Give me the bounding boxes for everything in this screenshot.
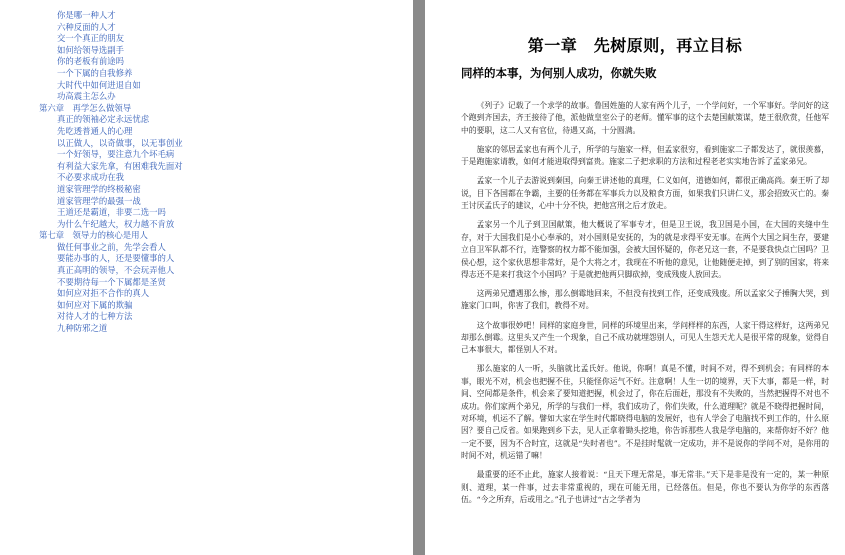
body-paragraph: 这两弟兄遭遇那么惨，那么倒霉地回来，不但没有找到工作，还变成残废。所以孟家父子捶胸大哭，到施家门口叫，你害了我们，教得不对。 xyxy=(461,289,829,311)
body-paragraph: 孟家一个儿子去游说到秦国，向秦王讲述他的真理，仁义如何，道德如何，都很正确高尚。秦王听了却说，目下各国都在争霸，主要的任务都在军事兵力以及粮食方面，如果我们只讲仁义，那会招致灭亡的。秦王讨厌孟氏子的建议，心中十分不快，把他宫刑之后才放走。 xyxy=(461,176,829,211)
toc-item-link[interactable]: 为什么午纪越大，权力越不肯放 xyxy=(57,218,175,229)
toc-item-link[interactable]: 功高震主怎么办 xyxy=(57,91,116,102)
toc-item-link[interactable]: 一个好领导，要注意九个坏毛病 xyxy=(57,149,175,160)
body-paragraph: 最重要的还不止此，施家人接着说：“且天下理无常是，事无常非。”天下是非是没有一定的，某一种原则、道理，某一件事，过去非常重视的，现在可能无用，已经落伍。但是，你也不要认为你学的东西落伍。“今之所弃，后或用之。”孔子也讲过“古之学者为 xyxy=(461,470,829,505)
toc-item-link[interactable]: 你是哪一种人才 xyxy=(57,10,116,20)
toc-item-link[interactable]: 要能办事的人，还是要懂事的人 xyxy=(57,253,175,264)
toc-item-link[interactable]: 道家管理学的终极秘密 xyxy=(57,183,141,194)
toc-item-link[interactable]: 不必要求成功在我 xyxy=(57,172,124,183)
body-paragraph: 孟家另一个儿子到卫国献策，他大概说了军事专才，但是卫王说，我卫国是小国，在大国的夹缝中生存，对于大国我们是小心奉承的，对小国则是安抚的，为的就是求得平安无事。在两个大国之间生存，要建立自卫军队都不行，连警察的权力都不能加强，会被大国怀疑的，你老兄这一套，不是要我快点亡国吗？卫侯心想，这个家伙思想非常好，是个大将之才，我现在不听他的意见，让他随便走掉，到了别的国家，将来得志还不是来打我这个小国吗？于是就把他两只脚砍掉，变成残废人放回去。 xyxy=(461,220,829,279)
toc-item-link[interactable]: 如何给领导选副手 xyxy=(57,44,124,55)
toc-item-link[interactable]: 六种反面的人才 xyxy=(57,21,116,32)
toc-item-link[interactable]: 不要期待每一个下属都是圣贤 xyxy=(57,276,166,287)
body-paragraph: 那么施家的人一听，头脑就比孟氏好。他说，你啊！真是不懂，时间不对，得不到机会；有同样的本事，眼光不对，机会也把握不住，只能怪你运气不好。注意啊！人生一切的境界，天下大事，都是一样，时间、空间都是条件，机会来了要知道把握，机会过了，你在后面赶，那没有不失败的，当然把握得不对也不成功。你们家两个弟兄，所学的与我们一样，我们成功了，你们失败，什么道理呢？就是不晓得把握时间，对环境，机运不了解。譬如大家在学生时代都晓得电脑的发展好，也有人学会了电脑找不到工作的，什么原因？要自己反省。如果跑到乡下去，见人正拿着锄头挖地，你告诉那些人我是学电脑的，来帮你好不好？他一定不要，因为不合时宜，这就是“失时者也”。不是挂时髦就一定成功，并不是说你的学问不对，是你用的时间不对，机运错了嘛！ xyxy=(461,364,829,461)
toc-item-link[interactable]: 大时代中如何进退自如 xyxy=(57,79,141,90)
toc-chapter-link[interactable]: 第七章 领导力的核心是用人 xyxy=(39,230,148,241)
table-of-contents xyxy=(0,10,413,335)
body-text xyxy=(461,100,829,513)
body-paragraph: 这个故事很妙吧！同样的家庭身世，同样的环境里出来，学问样样的东西，人家干得这样好，这两弟兄却那么倒霉。这里头又产生一个现象，自己不成功就埋怨别人，可见人生怨天尤人是很平常的现象，觉得自己本事很大，都怪别人不对。 xyxy=(461,320,829,355)
toc-chapter-link[interactable]: 第六章 再学怎么做领导 xyxy=(39,102,132,113)
toc-item-link[interactable]: 你的老板有前途吗 xyxy=(57,56,124,67)
toc-item-link[interactable]: 如何应对拒不合作的真人 xyxy=(57,288,150,299)
section-title: 同样的本事，为何别人成功，你就失败 xyxy=(461,66,657,80)
toc-item-link[interactable]: 对待人才的七种方法 xyxy=(57,311,133,322)
toc-item-link[interactable]: 如何应对下属的欺骗 xyxy=(57,299,133,310)
toc-item-link[interactable]: 先吃透普通人的心理 xyxy=(57,125,133,136)
toc-item-link[interactable]: 一个下属的自我修养 xyxy=(57,67,133,78)
body-paragraph: 《列子》记载了一个求学的故事。鲁国姓施的人家有两个儿子，一个学问好，一个军事好。学问好的这个跑到齐国去，齐王接待了他，派他做皇室公子的老师。懂军事的这个去楚国献策谋，楚王很欣赏，任他军中的要职，这二人又有官位，待遇又高，十分圆满。 xyxy=(461,101,829,135)
toc-item-link[interactable]: 真正的领袖必定永远忧虑 xyxy=(57,114,150,125)
toc-item-link[interactable]: 九种防邪之道 xyxy=(57,323,108,334)
toc-item-link[interactable]: 以正做人，以奇做事，以无事创业 xyxy=(57,137,183,148)
chapter-title: 第一章 先树原则，再立目标 xyxy=(527,36,743,55)
toc-item-link[interactable]: 交一个真正的朋友 xyxy=(57,33,124,44)
toc-item-link[interactable]: 有利益大家先拿，有困难我先面对 xyxy=(57,160,183,171)
body-paragraph: 施家的邻居孟家也有两个儿子，所学的与施家一样，但孟家很穷，看到施家二子都发达了，就很羡慕，于是跑施家请教，如何才能进取得到富贵。施家二子把求职的方法和过程老老实实地告诉了孟家弟兄。 xyxy=(461,144,829,167)
content-page xyxy=(425,0,845,555)
toc-item-link[interactable]: 王道还是霸道，非要二选一吗 xyxy=(57,207,166,218)
toc-page xyxy=(0,0,413,555)
toc-item-link[interactable]: 真正高明的领导，不会玩弄他人 xyxy=(57,265,175,276)
toc-item-link[interactable]: 道家管理学的最强一战 xyxy=(57,195,141,206)
toc-item-link[interactable]: 做任何事业之前，先学会看人 xyxy=(57,241,166,252)
